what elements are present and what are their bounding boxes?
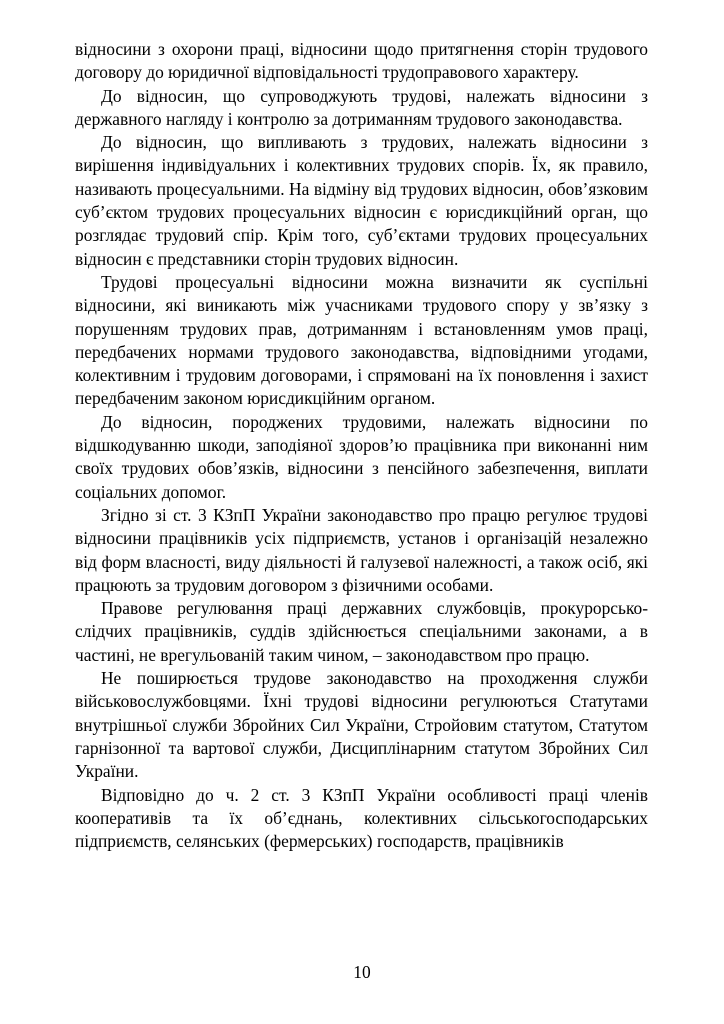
document-body xyxy=(75,38,648,853)
paragraph: Згідно зі ст. 3 КЗпП України законодавство про працю регулює трудові відносини працівників усіх підприємств, установ і організацій незалежно від форм власності, виду діяльності й галузевої належності, а також осіб, які працюють за трудовим договором з фізичними особами. xyxy=(75,504,648,595)
page-number: 10 xyxy=(353,962,371,982)
paragraph: Не поширюється трудове законодавство на проходження служби військовослужбовцями. Їхні трудові відносини регулюються Статутами внутрішньої служби Збройних Сил України, Стройовим статутом, Статутом гарнізонної та вартової служби, Дисциплінарним статутом Збройних Сил України. xyxy=(75,668,648,782)
paragraph: До відносин, що супроводжують трудові, належать відносини з державного нагляду і контролю за дотриманням трудового законодавства. xyxy=(75,85,648,129)
paragraph: відносини з охорони праці, відносини щодо притягнення сторін трудового договору до юридичної відповідальності трудоправового характеру. xyxy=(75,39,648,83)
paragraph: До відносин, породжених трудовими, належать відносини по відшкодуванню шкоди, заподіяної здоров’ю працівника при виконанні ним своїх трудових обов’язків, відносини з пенсійного забезпечення, виплати соціальних допомог. xyxy=(75,411,648,502)
paragraph: До відносин, що випливають з трудових, належать відносини з вирішення індивідуальних і колективних трудових спорів. Їх, як правило, називають процесуальними. На відміну від трудових відносин, обов’язковим суб’єктом трудових процесуальних відносин є юрисдикційний орган, що розглядає трудовий спір. Крім того, суб’єктами трудових процесуальних відносин є представники сторін трудових відносин. xyxy=(75,132,648,269)
paragraph: Правове регулювання праці державних службовців, прокурорсько-слідчих працівників, суддів здійснюється спеціальними законами, а в частині, не врегульованій таким чином, – законодавством про працю. xyxy=(75,598,648,665)
paragraph: Трудові процесуальні відносини можна визначити як суспільні відносини, які виникають між учасниками трудового спору у зв’язку з порушенням трудових прав, дотриманням і встановленням умов праці, передбачених нормами трудового законодавства, відповідними угодами, колективним і трудовим договорами, і спрямовані на їх поновлення і захист передбаченим законом юрисдикційним органом. xyxy=(75,271,648,409)
paragraph: Відповідно до ч. 2 ст. 3 КЗпП України особливості праці членів кооперативів та їх об’єднань, колективних сільськогосподарських підприємств, селянських (фермерських) господарств, працівників xyxy=(75,784,648,852)
